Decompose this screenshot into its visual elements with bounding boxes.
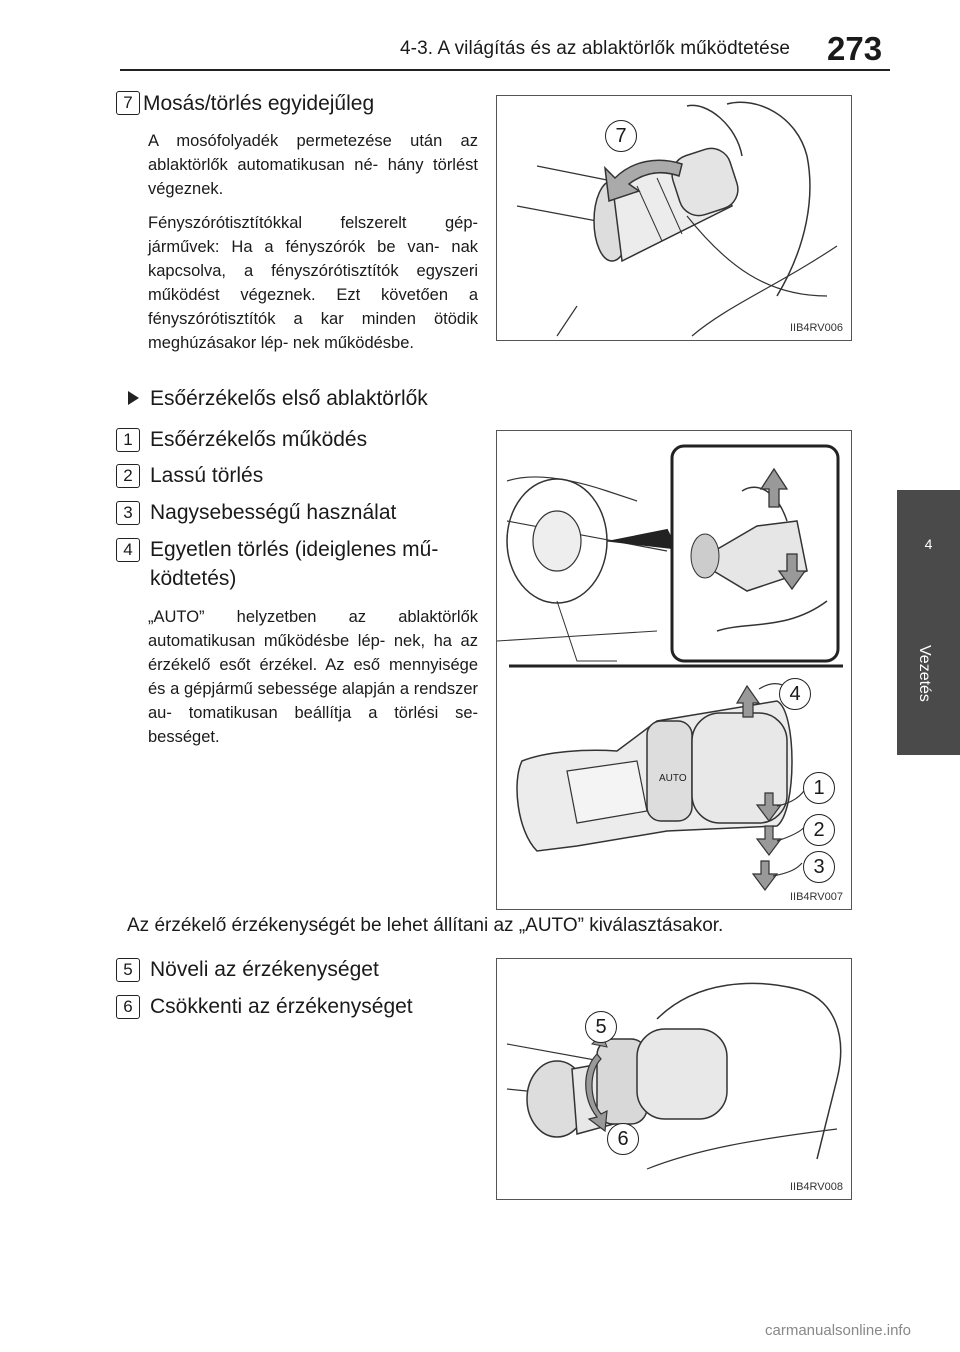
callout-7: 7 xyxy=(605,120,637,152)
illustration-sensitivity-ring xyxy=(497,959,851,1199)
item-marker-7: 7 xyxy=(116,91,140,115)
item-marker-6: 6 xyxy=(116,995,140,1019)
callout-6: 6 xyxy=(607,1123,639,1155)
watermark[interactable]: carmanualsonline.info xyxy=(765,1322,911,1339)
callout-2: 2 xyxy=(803,814,835,846)
item-marker-3: 3 xyxy=(116,501,140,525)
header-rule xyxy=(120,69,890,71)
figure-wash-wipe xyxy=(496,95,852,341)
figure-code: IIB4RV007 xyxy=(789,891,843,903)
figure-code: IIB4RV006 xyxy=(789,322,843,334)
figure-rain-sensing xyxy=(496,430,852,910)
item-decrease-sensitivity: Csökkenti az érzékenységet xyxy=(150,995,413,1018)
section-title: 4-3. A világítás és az ablaktörlők működtetése xyxy=(400,38,791,59)
figure-code: IIB4RV008 xyxy=(789,1181,843,1193)
callout-5: 5 xyxy=(585,1011,617,1043)
item-slow-wipe: Lassú törlés xyxy=(150,464,264,487)
section7-paragraph-2: Fényszórótisztítókkal felszerelt gép- járművek: Ha a fényszórók be van- nak kapcsolva, a fényszórótisztítók egyszeri működést végeznek. Ezt követően a fényszórótisztítók a kar minden ötödik meghúzásakor lép- nek működésbe. xyxy=(148,214,478,352)
section7-paragraph-1: A mosófolyadék permetezése után az ablaktörlők automatikusan né- hány törlést végeznek. xyxy=(148,132,478,198)
chapter-label: Vezetés xyxy=(916,645,933,702)
chapter-tab[interactable] xyxy=(897,490,960,755)
item-increase-sensitivity: Növeli az érzékenységet xyxy=(150,958,379,981)
section7-title: Mosás/törlés egyidejűleg xyxy=(143,92,375,115)
triangle-bullet-icon xyxy=(128,391,139,405)
chapter-number: 4 xyxy=(924,536,933,552)
item-high-speed: Nagysebességű használat xyxy=(150,501,397,524)
callout-4: 4 xyxy=(779,678,811,710)
illustration-wiper-lever-pull xyxy=(497,96,851,340)
callout-3: 3 xyxy=(803,851,835,883)
lever-auto-label: AUTO xyxy=(659,773,687,784)
item-marker-1: 1 xyxy=(116,428,140,452)
item-marker-2: 2 xyxy=(116,464,140,488)
rain-section-paragraph: „AUTO” helyzetben az ablaktörlők automatikusan működésbe lép- nek, ha az érzékelő esőt érzékel. Az eső mennyisége és a gépjármű sebessége alapján a rendszer au- tomatikusan beállítja a törlési se- bességet. xyxy=(148,608,478,746)
item-single-wipe: Egyetlen törlés (ideiglenes mű- xyxy=(150,538,439,561)
page-number: 273 xyxy=(827,30,883,67)
item-single-wipe-cont: ködtetés) xyxy=(150,567,237,590)
item-rain-sensing: Esőérzékelős működés xyxy=(150,428,368,451)
item-marker-4: 4 xyxy=(116,538,140,562)
item-marker-5: 5 xyxy=(116,958,140,982)
figure-sensitivity xyxy=(496,958,852,1200)
callout-1: 1 xyxy=(803,772,835,804)
sensitivity-intro: Az érzékelő érzékenységét be lehet állítani az „AUTO” kiválasztásakor. xyxy=(127,915,724,936)
rain-section-heading: Esőérzékelős első ablaktörlők xyxy=(150,387,428,410)
illustration-cabin-and-lever xyxy=(497,431,851,909)
